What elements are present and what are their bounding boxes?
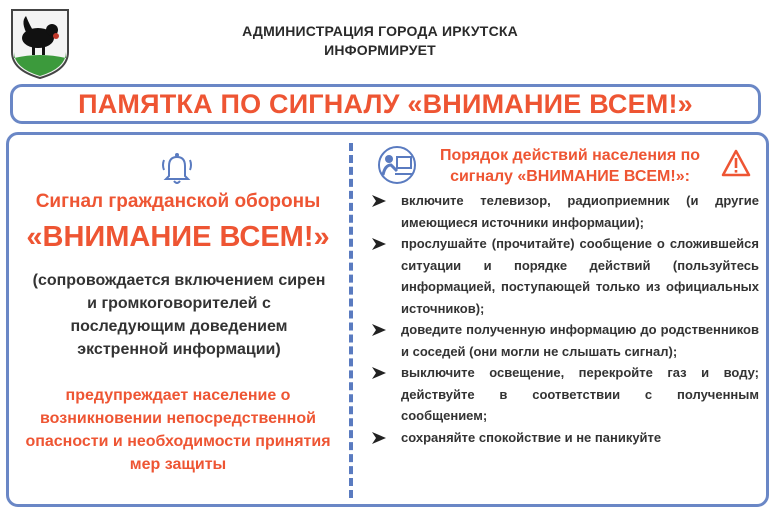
org-line-2: ИНФОРМИРУЕТ <box>324 42 436 58</box>
column-divider <box>349 143 353 498</box>
signal-label: Сигнал гражданской обороны <box>35 191 321 212</box>
header <box>0 0 775 84</box>
list-item <box>371 362 759 427</box>
signal-description: (сопровождается включением сирен и громкоговорителей с последующим доведением экстренной информации) <box>32 272 326 358</box>
action-text: выключите освещение, перекройте газ и воду; действуйте в соответствии с полученным сообщением; <box>401 365 759 423</box>
page-title: ПАМЯТКА ПО СИГНАЛУ «ВНИМАНИЕ ВСЕМ!» <box>78 88 693 119</box>
organization-heading <box>200 22 560 60</box>
arrow-bullet-icon <box>371 366 387 380</box>
bell-icon <box>159 150 195 188</box>
procedure-column <box>361 135 761 504</box>
signal-name: «ВНИМАНИЕ ВСЕМ!» <box>26 221 330 253</box>
action-text: сохраняйте спокойствие и не паникуйте <box>401 429 662 445</box>
action-list <box>371 190 759 448</box>
arrow-bullet-icon <box>371 237 387 251</box>
list-item <box>371 427 759 449</box>
warning-triangle-icon <box>721 149 751 177</box>
action-text: доведите полученную информацию до родственников и соседей (они могли не слышать сигнал); <box>401 322 759 359</box>
arrow-bullet-icon <box>371 431 387 445</box>
org-line-1: АДМИНИСТРАЦИЯ ГОРОДА ИРКУТСКА <box>242 23 518 39</box>
content-panel <box>6 132 769 507</box>
action-text: включите телевизор, радиоприемник (и другие имеющиеся источники информации); <box>401 193 759 230</box>
arrow-bullet-icon <box>371 194 387 208</box>
arrow-bullet-icon <box>371 323 387 337</box>
coat-of-arms-icon <box>10 8 70 80</box>
signal-column <box>9 135 347 504</box>
list-item <box>371 190 759 233</box>
person-at-computer-icon <box>375 145 419 185</box>
list-item <box>371 319 759 362</box>
procedure-title: Порядок действий населения по сигналу «ВНИМАНИЕ ВСЕМ!»: <box>439 147 701 185</box>
list-item <box>371 233 759 319</box>
signal-warning: предупреждает население о возникновении непосредственной опасности и необходимости принятия мер защиты <box>25 387 331 473</box>
action-text: прослушайте (прочитайте) сообщение о сложившейся ситуации и порядке действий (пользуйтесь информацией, поступающей только из официальных источников); <box>401 236 759 316</box>
title-banner <box>10 84 761 124</box>
